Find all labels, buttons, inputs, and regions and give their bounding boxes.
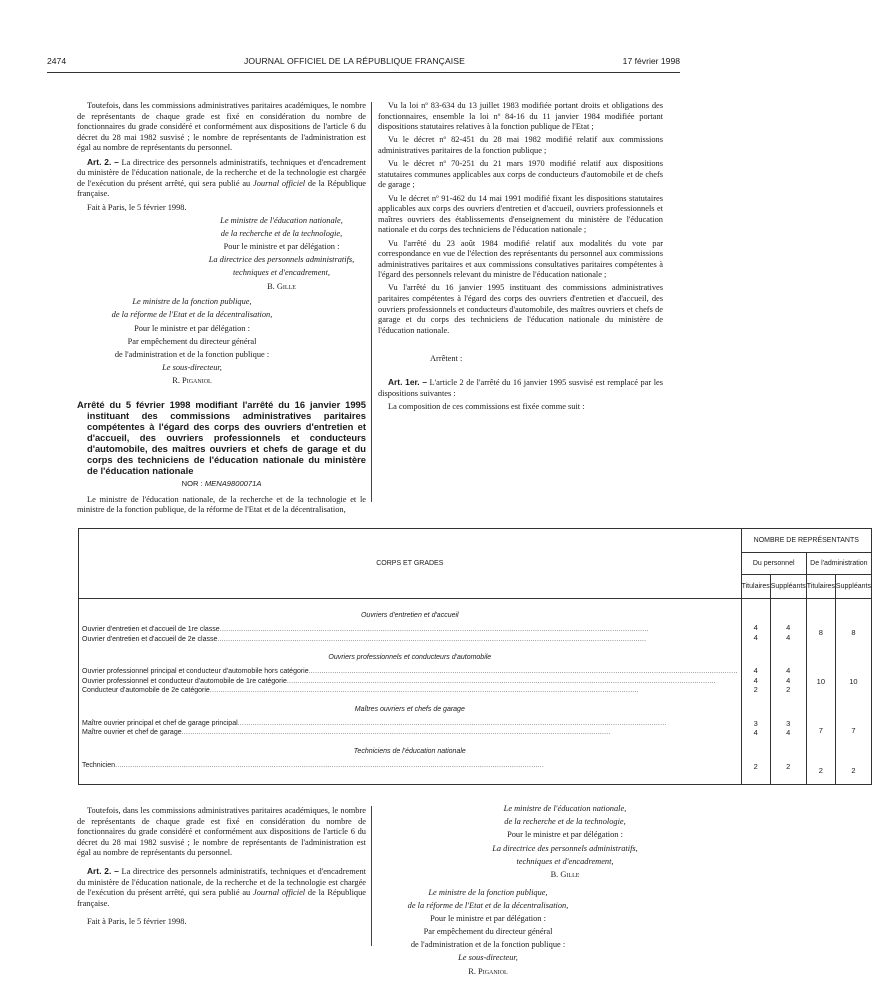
paragraph-composition: La composition de ces commissions est fixée comme suit : (388, 401, 585, 411)
column-divider-bottom (371, 806, 372, 946)
paragraph-toutefois: Toutefois, dans les commissions administratives paritaires académiques, le nombre de représentants de chaque grade est fixé en considération du nombre de fonctionnaires du grade considéré et conformément aux dispositions de l'article 6 du décret du 28 mai 1982 susvisé ; le nombre de représentants de l'administration est égal au nombre de représentants du personnel. (77, 101, 366, 153)
left-column-bottom (77, 806, 366, 931)
personnel-suppleants-cell: 4 4 4 4 2 3 4 2 (770, 599, 806, 785)
article-2-label: Art. 2. – (87, 156, 119, 167)
article-1-label: Art. 1er. – (388, 377, 427, 388)
journal-title: JOURNAL OFFICIEL DE LA RÉPUBLIQUE FRANÇAISE (244, 56, 465, 66)
grade-row: Ouvrier d'entretien et d'accueil de 1re classe ..... (82, 625, 738, 635)
nor-reference: NOR : MENA9800071A (181, 478, 262, 488)
journal-officiel-ref: Journal officiel (253, 888, 306, 898)
personnel-titulaires-cell: 4 4 4 4 2 3 4 2 (741, 599, 770, 785)
arrete-title: Arrêté du 5 février 1998 modifiant l'arrêté du 16 janvier 1995 instituant des commissions administratives paritaires compétentes à l'égard des corps des ouvriers d'entretien et d'accueil, des ouvriers professionnels et conducteurs d'automobile, des maîtres ouvriers et chefs de garage et du corps des techniciens de l'éducation nationale du ministère de l'éducation nationale (77, 398, 366, 476)
issue-date: 17 février 1998 (622, 56, 680, 66)
page-number: 2474 (47, 56, 67, 66)
grade-row: Ouvrier professionnel et conducteur d'automobile de 1re catégorie ..... (82, 677, 738, 687)
article-2-label: Art. 2. – (87, 865, 119, 876)
page-header (47, 56, 680, 70)
column-header-suppleants-personnel: Suppléants (770, 575, 806, 599)
signatory-name: R. Piganiol (172, 376, 212, 386)
paragraph-article-2: Art. 2. – La directrice des personnels administratifs, techniques et d'encadrement du ministère de l'éducation nationale, de la recherche et de la technologie est chargée de l'exécution du présent arrêté, qui sera publié au Journal officiel de la République française. (77, 156, 367, 199)
grade-row: Ouvrier d'entretien et d'accueil de 2e classe ..... (82, 635, 738, 645)
group-techniciens: Techniciens de l'éducation nationale Technicien ..... (82, 747, 738, 771)
visa-decret-70-251: Vu le décret nº 70-251 du 21 mars 1970 modifié relatif aux dispositions statutaires communes applicables aux corps de conducteurs d'automobile et de chefs de garage ; (378, 159, 663, 190)
grade-row: Ouvrier professionnel principal et conducteur d'automobile hors catégorie ..... (82, 667, 738, 677)
signature-block-fonction-publique: Le ministre de la fonction publique, de la réforme de l'Etat et de la décentralisation, Pour le ministre et par délégation : Par empêchement du directeur général de l'administration et de la fonction publique : Le sous-directeur, R. Piganiol (378, 888, 588, 978)
column-divider-top (371, 102, 372, 502)
signature-block-fonction-publique: Le ministre de la fonction publique, de la réforme de l'Etat et de la décentralisation, Pour le ministre et par délégation : Par empêchement du directeur général de l'administration et de la fonction publique : Le sous-directeur, R. Piganiol (77, 297, 297, 387)
visa-arrete-1984: Vu l'arrêté du 23 août 1984 modifié relatif aux modalités du vote par correspondance en vue de l'élection des représentants du personnel aux commissions administratives paritaires et aux commissions consultatives paritaires compétentes à l'égard des personnels relevant du ministre de l'éducation nationale ; (378, 238, 663, 280)
grade-row: Maître ouvrier et chef de garage ..... (82, 728, 738, 738)
grade-row: Maître ouvrier principal et chef de garage principal ..... (82, 719, 738, 729)
paragraph-article-1: Art. 1er. – L'article 2 de l'arrêté du 16 janvier 1995 susvisé est remplacé par les dispositions suivantes : (378, 377, 663, 398)
group-ouvriers-entretien: Ouvriers d'entretien et d'accueil Ouvrier d'entretien et d'accueil de 1re classe ..... Ouvrier d'entretien et d'accueil de 2e classe ..... (82, 611, 738, 644)
column-header-administration: De l'administration (806, 553, 871, 575)
signature-date: Fait à Paris, le 5 février 1998. (87, 917, 187, 927)
visa-arrete-1995: Vu l'arrêté du 16 janvier 1995 instituant des commissions administratives paritaires compétentes à l'égard des corps des ouvriers d'entretien et d'accueil, des ouvriers professionnels et conducteurs d'automobile, des maîtres ouvriers et chefs de garage et du corps des techniciens de l'éducation nationale du ministère de l'éducation nationale. (378, 283, 663, 335)
column-header-titulaires-personnel: Titulaires (741, 575, 770, 599)
grade-row: Conducteur d'automobile de 2e catégorie ..... (82, 686, 738, 696)
paragraph-intro: Le ministre de l'éducation nationale, de la recherche et de la technologie et le ministre de la fonction publique, de la réforme de l'Etat et de la décentralisation, (77, 494, 366, 515)
signatory-name: R. Piganiol (468, 966, 508, 976)
visa-loi-83-634: Vu la loi nº 83-634 du 13 juillet 1983 modifiée portant droits et obligations des fonctionnaires, ensemble la loi nº 84-16 du 11 janvier 1984 modifiée portant dispositions statutaires relatives à la fonction publique de l'Etat ; (378, 101, 663, 132)
group-maitres-ouvriers: Maîtres ouvriers et chefs de garage Maître ouvrier principal et chef de garage principal ..... Maître ouvrier et chef de garage ..... (82, 705, 738, 738)
signatory-name: B. Gille (550, 869, 580, 879)
signature-block-education: Le ministre de l'éducation nationale, de la recherche et de la technologie, Pour le ministre et par délégation : La directrice des personnels administratifs, techniques et d'encadrement, B. Gille (187, 216, 366, 293)
admin-suppleants-cell: 8 10 7 2 (835, 599, 871, 785)
header-rule (47, 72, 680, 73)
column-header-nombre: NOMBRE DE REPRÉSENTANTS (741, 529, 871, 553)
column-header-suppleants-admin: Suppléants (835, 575, 871, 599)
arretent: Arrêtent : (430, 354, 463, 364)
visa-decret-91-462: Vu le décret nº 91-462 du 14 mai 1991 modifié fixant les dispositions statutaires applicables aux corps des ouvriers d'entretien et d'accueil, ouvriers professionnels et maîtres ouvriers des établissements d'enseignement du ministère de l'éducation nationale et du corps des techniciens de l'éducation nationale ; (378, 193, 663, 235)
visa-decret-82-451: Vu le décret nº 82-451 du 28 mai 1982 modifié relatif aux commissions administratives paritaires de la fonction publique ; (378, 135, 663, 155)
paragraph-article-2: Art. 2. – La directrice des personnels administratifs, techniques et d'encadrement du ministère de l'éducation nationale, de la recherche et de la technologie est chargée de l'exécution du présent arrêté, qui sera publié au Journal officiel de la République française. (77, 865, 367, 908)
journal-officiel-ref: Journal officiel (253, 178, 306, 188)
signature-date: Fait à Paris, le 5 février 1998. (87, 202, 187, 212)
column-header-personnel: Du personnel (741, 553, 806, 575)
column-header-titulaires-admin: Titulaires (806, 575, 835, 599)
signatory-name: B. Gille (267, 281, 296, 291)
left-column-top (77, 101, 366, 518)
grade-row: Technicien ..... (82, 761, 738, 771)
column-header-corps-grades: CORPS ET GRADES (79, 529, 742, 599)
paragraph-toutefois: Toutefois, dans les commissions administratives paritaires académiques, le nombre de représentants de chaque grade est fixé en considération du nombre de fonctionnaires du grade considéré et conformément aux dispositions de l'article 6 du décret du 28 mai 1982 susvisé ; le nombre de représentants de l'administration est égal au nombre de représentants du personnel. (77, 806, 366, 858)
signature-block-education: Le ministre de l'éducation nationale, de la recherche et de la technologie, Pour le ministre et par délégation : La directrice des personnels administratifs, techniques et d'encadrement, B. Gille (460, 804, 660, 881)
grades-cell (79, 599, 742, 785)
right-column-top (378, 101, 663, 415)
right-column-bottom (378, 804, 663, 980)
group-ouvriers-professionnels: Ouvriers professionnels et conducteurs d'automobile Ouvrier professionnel principal et conducteur d'automobile hors catégorie ..... Ouvrier professionnel et conducteur d'automobile de 1re catégorie ..... Conducteur d'automobile de 2e catégorie ..... (82, 653, 738, 696)
representatives-table (78, 528, 872, 785)
admin-titulaires-cell: 8 10 7 2 (806, 599, 835, 785)
